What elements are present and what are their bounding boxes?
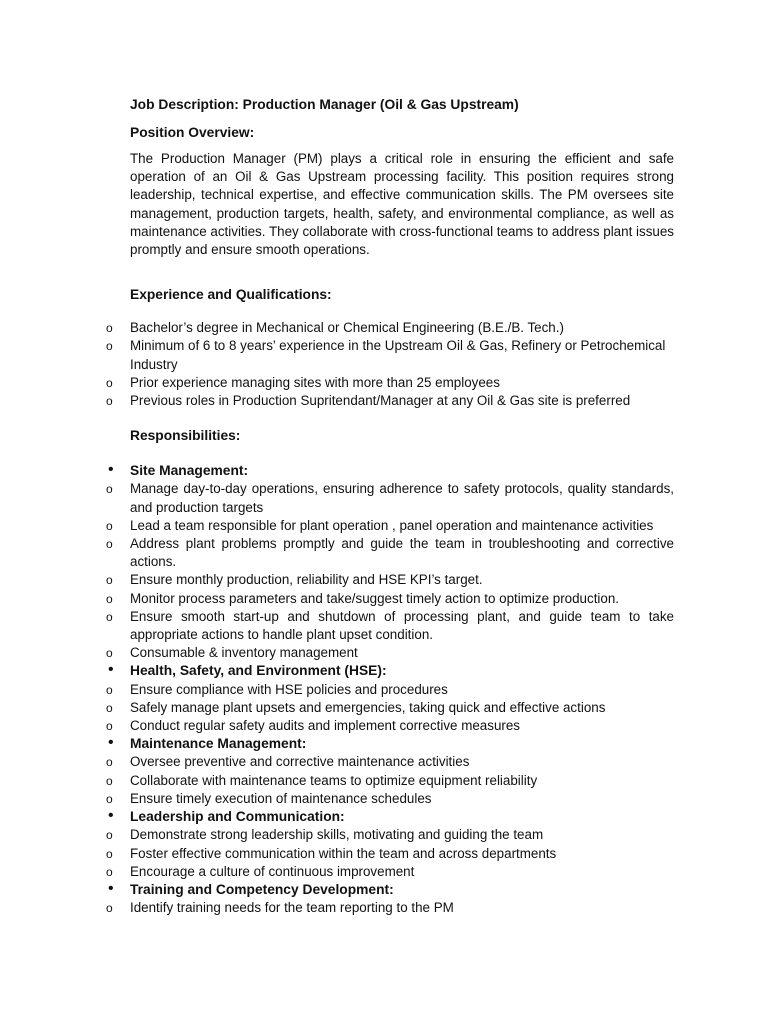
list-item: o Lead a team responsible for plant operation , panel operation and maintenance activities bbox=[130, 517, 674, 535]
section-title: • Leadership and Communication: bbox=[108, 807, 345, 825]
list-item: o Ensure smooth start-up and shutdown of processing plant, and guide team to take appropriate actions to handle plant upset condition. bbox=[106, 608, 674, 643]
experience-item: o Prior experience managing sites with more than 25 employees bbox=[130, 374, 674, 392]
overview-paragraph: The Production Manager (PM) plays a critical role in ensuring the efficient and safe operation of an Oil & Gas Upstream processing facility. This position requires strong leadership, technical expertise, and effective communication skills. The PM oversees site management, production targets, health, safety, and environmental compliance, as well as maintenance activities. They collaborate with cross-functional teams to address plant issues promptly and ensure smooth operations. bbox=[130, 151, 674, 258]
circle-bullet-icon: o bbox=[106, 755, 113, 770]
experience-item: o Minimum of 6 to 8 years’ experience in the Upstream Oil & Gas, Refinery or Petrochemical Industry bbox=[106, 338, 666, 372]
circle-bullet-icon: o bbox=[106, 828, 113, 843]
circle-bullet-icon: o bbox=[106, 482, 113, 497]
responsibilities-list bbox=[106, 461, 674, 917]
experience-heading: Experience and Qualifications: bbox=[130, 287, 332, 303]
list-item: o Consumable & inventory management bbox=[130, 644, 674, 662]
filled-bullet-icon: • bbox=[108, 661, 114, 679]
circle-bullet-icon: o bbox=[106, 518, 113, 533]
section-title: • Maintenance Management: bbox=[108, 734, 307, 752]
experience-list bbox=[106, 319, 674, 410]
section-title: • Site Management: bbox=[108, 461, 249, 479]
filled-bullet-icon: • bbox=[108, 879, 114, 897]
responsibilities-heading: Responsibilities: bbox=[130, 428, 241, 444]
list-item: o Demonstrate strong leadership skills, motivating and guiding the team bbox=[130, 826, 674, 844]
circle-bullet-icon: o bbox=[106, 394, 113, 409]
circle-bullet-icon: o bbox=[106, 339, 113, 354]
circle-bullet-icon: o bbox=[106, 375, 113, 390]
document-title: Job Description: Production Manager (Oil & Gas Upstream) bbox=[130, 97, 519, 112]
list-item: o Oversee preventive and corrective maintenance activities bbox=[130, 753, 674, 771]
list-item: o Manage day-to-day operations, ensuring adherence to safety protocols, quality standards, and production targets bbox=[106, 481, 674, 515]
list-item: o Address plant problems promptly and guide the team in troubleshooting and corrective actions. bbox=[106, 536, 674, 570]
list-item: o Collaborate with maintenance teams to optimize equipment reliability bbox=[130, 772, 674, 790]
circle-bullet-icon: o bbox=[106, 682, 113, 697]
section-title: • Training and Competency Development: bbox=[108, 879, 394, 897]
document-body bbox=[106, 95, 674, 917]
experience-item: o Previous roles in Production Supritendant/Manager at any Oil & Gas site is preferred bbox=[130, 392, 674, 410]
circle-bullet-icon: o bbox=[106, 321, 113, 336]
list-item: o Foster effective communication within the team and across departments bbox=[130, 845, 674, 863]
list-item: o Safely manage plant upsets and emergencies, taking quick and effective actions bbox=[130, 699, 674, 717]
filled-bullet-icon: • bbox=[108, 807, 114, 825]
circle-bullet-icon: o bbox=[106, 901, 113, 916]
list-item: o Monitor process parameters and take/suggest timely action to optimize production. bbox=[130, 590, 674, 608]
list-item: o Ensure timely execution of maintenance schedules bbox=[130, 790, 674, 808]
list-item: o Encourage a culture of continuous improvement bbox=[130, 863, 674, 881]
circle-bullet-icon: o bbox=[106, 609, 113, 624]
overview-heading: Position Overview: bbox=[130, 125, 255, 140]
circle-bullet-icon: o bbox=[106, 719, 113, 734]
list-item: o Identify training needs for the team reporting to the PM bbox=[130, 899, 674, 917]
circle-bullet-icon: o bbox=[106, 864, 113, 879]
circle-bullet-icon: o bbox=[106, 791, 113, 806]
filled-bullet-icon: • bbox=[108, 461, 114, 479]
circle-bullet-icon: o bbox=[106, 773, 113, 788]
list-item: o Conduct regular safety audits and implement corrective measures bbox=[130, 717, 674, 735]
circle-bullet-icon: o bbox=[106, 646, 113, 661]
list-item: o Ensure monthly production, reliability and HSE KPI’s target. bbox=[130, 571, 674, 589]
circle-bullet-icon: o bbox=[106, 591, 113, 606]
circle-bullet-icon: o bbox=[106, 573, 113, 588]
section-title: • Health, Safety, and Environment (HSE): bbox=[108, 661, 387, 679]
circle-bullet-icon: o bbox=[106, 537, 113, 552]
experience-item: o Bachelor’s degree in Mechanical or Chemical Engineering (B.E./B. Tech.) bbox=[130, 319, 674, 337]
circle-bullet-icon: o bbox=[106, 846, 113, 861]
circle-bullet-icon: o bbox=[106, 700, 113, 715]
list-item: o Ensure compliance with HSE policies and procedures bbox=[130, 681, 674, 699]
filled-bullet-icon: • bbox=[108, 734, 114, 752]
